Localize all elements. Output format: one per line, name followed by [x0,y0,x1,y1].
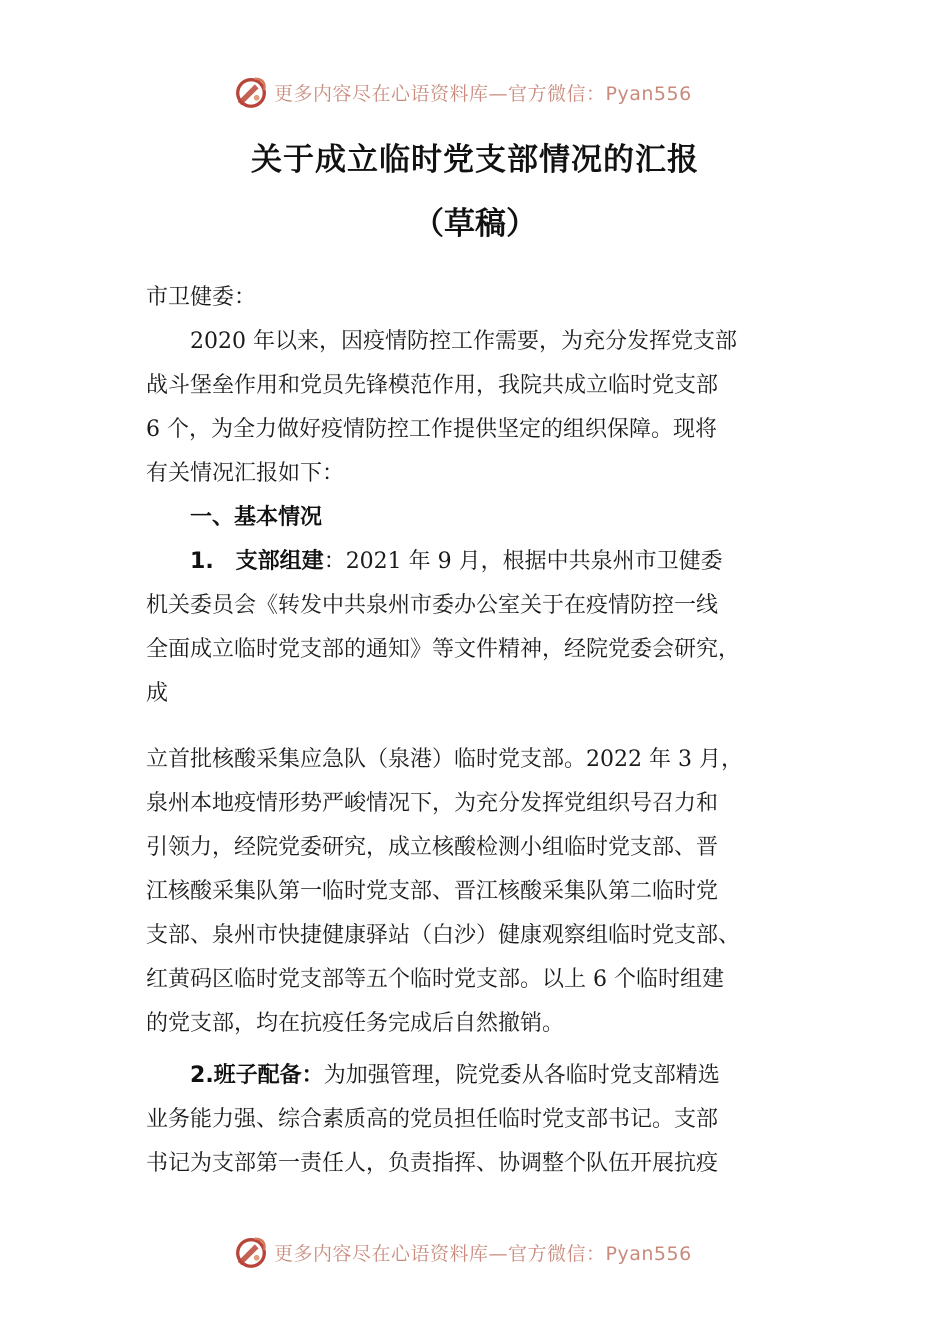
item2-line: 业务能力强、综合素质高的党员担任临时党支部书记。支部 [146,1107,719,1132]
item1-label: 1. 支部组建 [190,549,324,574]
item2-line: 书记为支部第一责任人，负责指挥、协调整个队伍开展抗疫 [146,1151,719,1176]
item1-first-line-text: ：2021 年 9 月，根据中共泉州市卫健委 [323,549,723,574]
body-block-1 [146,276,826,716]
intro-line: 战斗堡垒作用和党员先锋模范作用，我院共成立临时党支部 [146,373,719,398]
item1-continuation-line: 的党支部，均在抗疫任务完成后自然撤销。 [146,1011,565,1036]
brand-logo-icon [232,73,270,111]
section-heading [146,496,826,540]
footer-banner [232,1232,732,1272]
item1-continuation-line: 江核酸采集队第一临时党支部、晋江核酸采集队第二临时党 [146,879,719,904]
intro-line: 6 个，为全力做好疫情防控工作提供坚定的组织保障。现将 [146,417,717,442]
body-block-3 [146,1054,826,1186]
item1-continuation-line: 立首批核酸采集应急队（泉港）临时党支部。2022 年 3 月， [146,747,743,772]
item1-first-line [146,540,826,584]
header-wechat-id: Pyan556 [605,82,692,105]
intro-line: 2020 年以来，因疫情防控工作需要，为充分发挥党支部 [146,329,737,354]
footer-wechat-id: Pyan556 [605,1242,692,1265]
salutation: 市卫健委： [146,285,257,310]
header-banner [232,72,732,112]
item1-continuation-line: 泉州本地疫情形势严峻情况下，为充分发挥党组织号召力和 [146,791,719,816]
item1-continuation-line: 红黄码区临时党支部等五个临时党支部。以上 6 个临时组建 [146,967,724,992]
footer-banner-text: 更多内容尽在心语资料库—官方微信：Pyan556 [274,1242,692,1265]
item1-continuation-line: 引领力，经院党委研究，成立核酸检测小组临时党支部、晋 [146,835,719,860]
section-heading-text: 一、基本情况 [190,505,323,530]
item1-continuation-line: 支部、泉州市快捷健康驿站（白沙）健康观察组临时党支部、 [146,923,741,948]
header-banner-text: 更多内容尽在心语资料库—官方微信：Pyan556 [274,82,692,105]
item2-label: 2.班子配备： [190,1063,324,1088]
intro-line: 有关情况汇报如下： [146,461,345,486]
brand-logo-icon [232,1233,270,1271]
item1-line: 全面成立临时党支部的通知》等文件精神，经院党委会研究， [146,637,741,662]
document-subtitle: （草稿） [413,206,537,242]
item2-first-line-text: 为加强管理，院党委从各临时党支部精选 [323,1063,720,1088]
item1-line: 机关委员会《转发中共泉州市委办公室关于在疫情防控一线 [146,593,719,618]
document-title: 关于成立临时党支部情况的汇报 [251,142,699,178]
item2-first-line [146,1054,826,1098]
item1-line: 成 [146,681,169,706]
body-block-2 [146,738,826,1046]
